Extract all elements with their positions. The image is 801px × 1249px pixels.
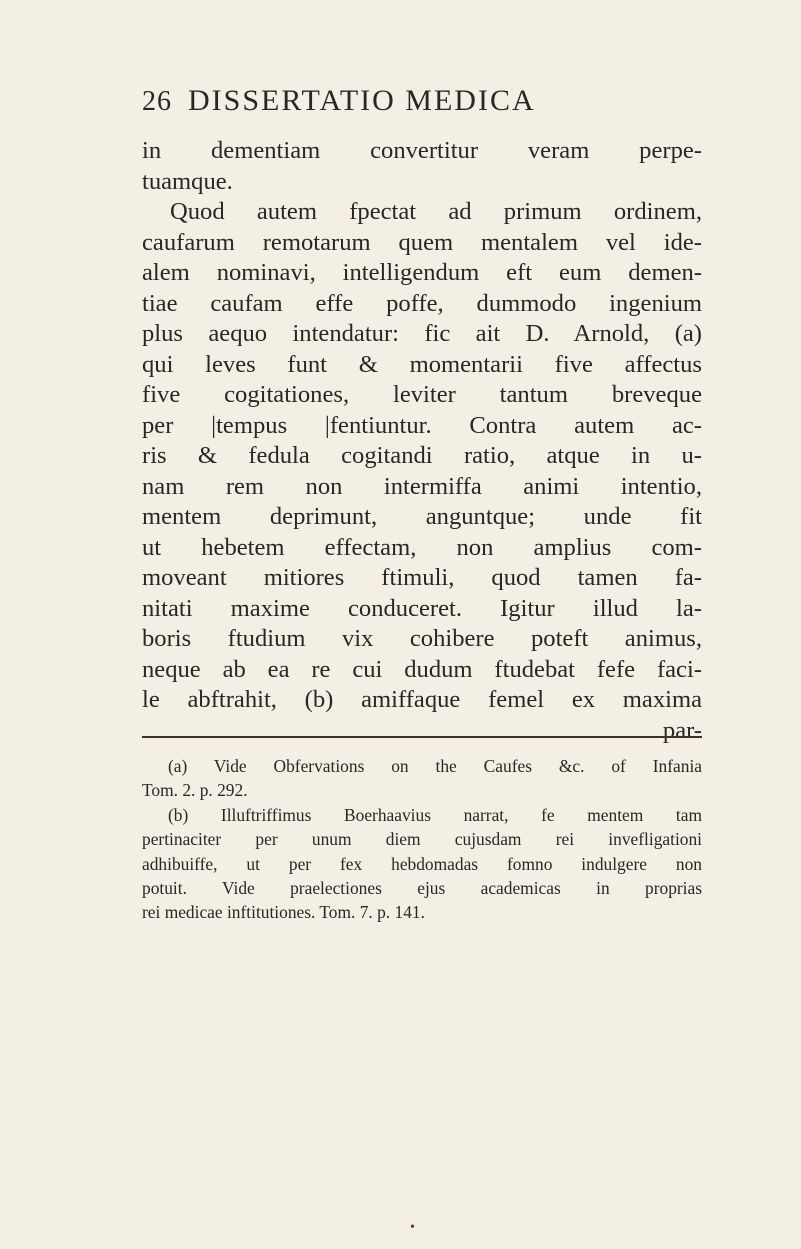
footnote-line: (b) Illuftriffimus Boerhaavius narrat, fe mentem tam bbox=[168, 804, 702, 825]
footnote-line: rei medicae inftitutiones. Tom. 7. p. 141. bbox=[142, 902, 425, 923]
main-text bbox=[142, 136, 702, 746]
page-number: 26 bbox=[142, 86, 172, 117]
text-line: in dementiam convertitur veram perpe- bbox=[142, 137, 702, 164]
footnote-rule bbox=[142, 736, 702, 738]
text-line: mentem deprimunt, anguntque; unde fit bbox=[142, 503, 702, 530]
text-line: per |tempus |fentiuntur. Contra autem ac- bbox=[142, 411, 702, 439]
text-line: tuamque. bbox=[142, 167, 233, 195]
footnote-line: potuit. Vide praelectiones ejus academicas in proprias bbox=[142, 877, 702, 898]
text-line: ut hebetem effectam, non amplius com- bbox=[142, 533, 702, 561]
text-line: neque ab ea re cui dudum ftudebat fefe faci- bbox=[142, 655, 702, 683]
running-head: DISSERTATIO MEDICA bbox=[188, 84, 536, 117]
text-line: Quod autem fpectat ad primum ordinem, bbox=[170, 198, 702, 225]
text-line: boris ftudium vix cohibere poteft animus, bbox=[142, 625, 702, 652]
text-line: tiae caufam effe poffe, dummodo ingenium bbox=[142, 289, 702, 317]
text-line: plus aequo intendatur: fic ait D. Arnold, (a) bbox=[142, 320, 702, 347]
text-line: caufarum remotarum quem mentalem vel ide- bbox=[142, 228, 702, 256]
text-line: moveant mitiores ftimuli, quod tamen fa- bbox=[142, 564, 702, 591]
footnote-line: adhibuiffe, ut per fex hebdomadas fomno indulgere non bbox=[142, 853, 702, 874]
bottom-mark: • bbox=[410, 1220, 415, 1235]
text-line: alem nominavi, intelligendum eft eum demen- bbox=[142, 259, 702, 286]
catchword: par- bbox=[662, 716, 702, 744]
footnote-line: pertinaciter per unum diem cujusdam rei invefligationi bbox=[142, 829, 702, 850]
text-line: nitati maxime conduceret. Igitur illud la- bbox=[142, 594, 702, 622]
text-line: five cogitationes, leviter tantum breveque bbox=[142, 381, 702, 408]
footnote-line: Tom. 2. p. 292. bbox=[142, 780, 248, 801]
text-line: qui leves funt & momentarii five affectus bbox=[142, 350, 702, 378]
text-line: nam rem non intermiffa animi intentio, bbox=[142, 472, 702, 500]
text-line: le abftrahit, (b) amiffaque femel ex maxima bbox=[142, 686, 702, 713]
text-line: ris & fedula cogitandi ratio, atque in u- bbox=[142, 442, 702, 469]
footnote-line: (a) Vide Obfervations on the Caufes &c. of Infania bbox=[168, 756, 702, 776]
footnotes bbox=[142, 754, 702, 925]
page-header bbox=[142, 80, 702, 130]
